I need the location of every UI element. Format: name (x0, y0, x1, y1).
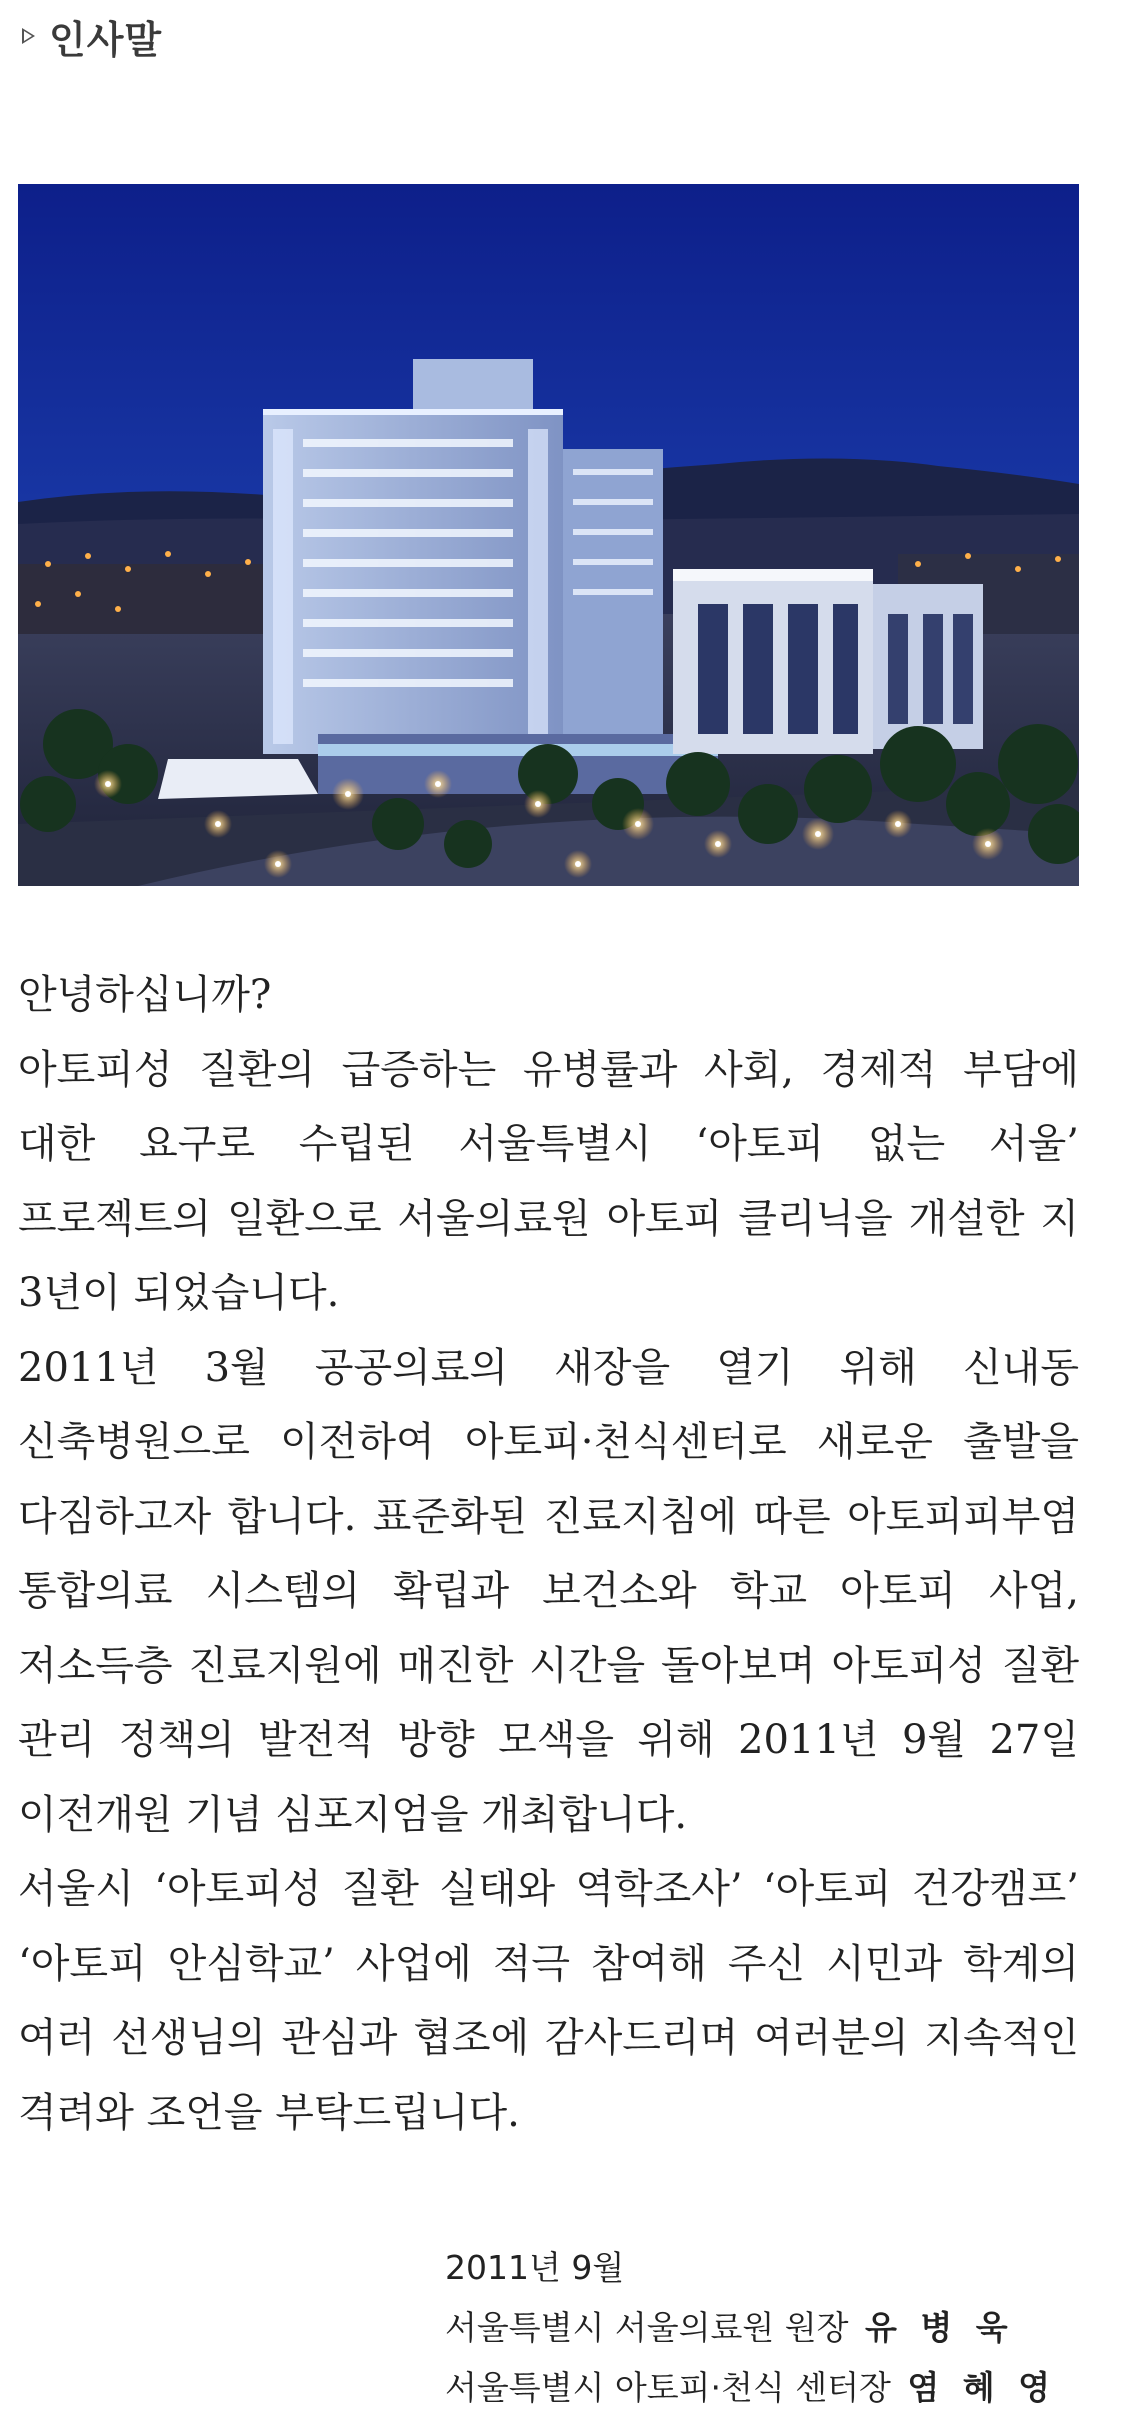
signer-name: 염 혜 영 (907, 2368, 1057, 2407)
hospital-building-photo (18, 184, 1079, 886)
triangle-right-icon (22, 28, 35, 44)
letter-paragraph: 아토피성 질환의 급증하는 유병률과 사회, 경제적 부담에 대한 요구로 수립된 서울특별시 ‘아토피 없는 서울’ 프로젝트의 일환으로 서울의료원 아토피 클리닉을 개설한 지 3년이 되었습니다. (18, 1046, 1079, 1316)
section-title: 인사말 (49, 17, 163, 62)
signer-title: 서울특별시 서울의료원 원장 (445, 2308, 849, 2347)
signature-date: 2011년 9월 (445, 2248, 625, 2287)
letter-paragraph: 2011년 3월 공공의료의 새장을 열기 위해 신내동 신축병원으로 이전하여 아토피·천식센터로 새로운 출발을 다짐하고자 합니다. 표준화된 진료지침에 따른 아토피피부염 통합의료 시스템의 확립과 보건소와 학교 아토피 사업, 저소득층 진료지원에 매진한 시간을 돌아보며 아토피성 질환 관리 정책의 발전적 방향 모색을 위해 2011년 9월 27일 이전개원 기념 심포지엄을 개최합니다. (18, 1344, 1079, 1838)
signature-line-2 (445, 2358, 1056, 2418)
greeting-letter (18, 958, 1079, 2150)
signature-line-1 (445, 2298, 1056, 2358)
signer-title: 서울특별시 아토피·천식 센터장 (445, 2368, 891, 2407)
signer-name: 유 병 욱 (865, 2308, 1014, 2347)
letter-greeting: 안녕하십니까? (18, 972, 272, 1018)
section-header (22, 8, 162, 64)
signature-block (445, 2238, 1056, 2418)
letter-paragraph: 서울시 ‘아토피성 질환 실태와 역학조사’ ‘아토피 건강캠프’ ‘아토피 안심학교’ 사업에 적극 참여해 주신 시민과 학계의 여러 선생님의 관심과 협조에 감사드리며 여러분의 지속적인 격려와 조언을 부탁드립니다. (18, 1866, 1079, 2136)
